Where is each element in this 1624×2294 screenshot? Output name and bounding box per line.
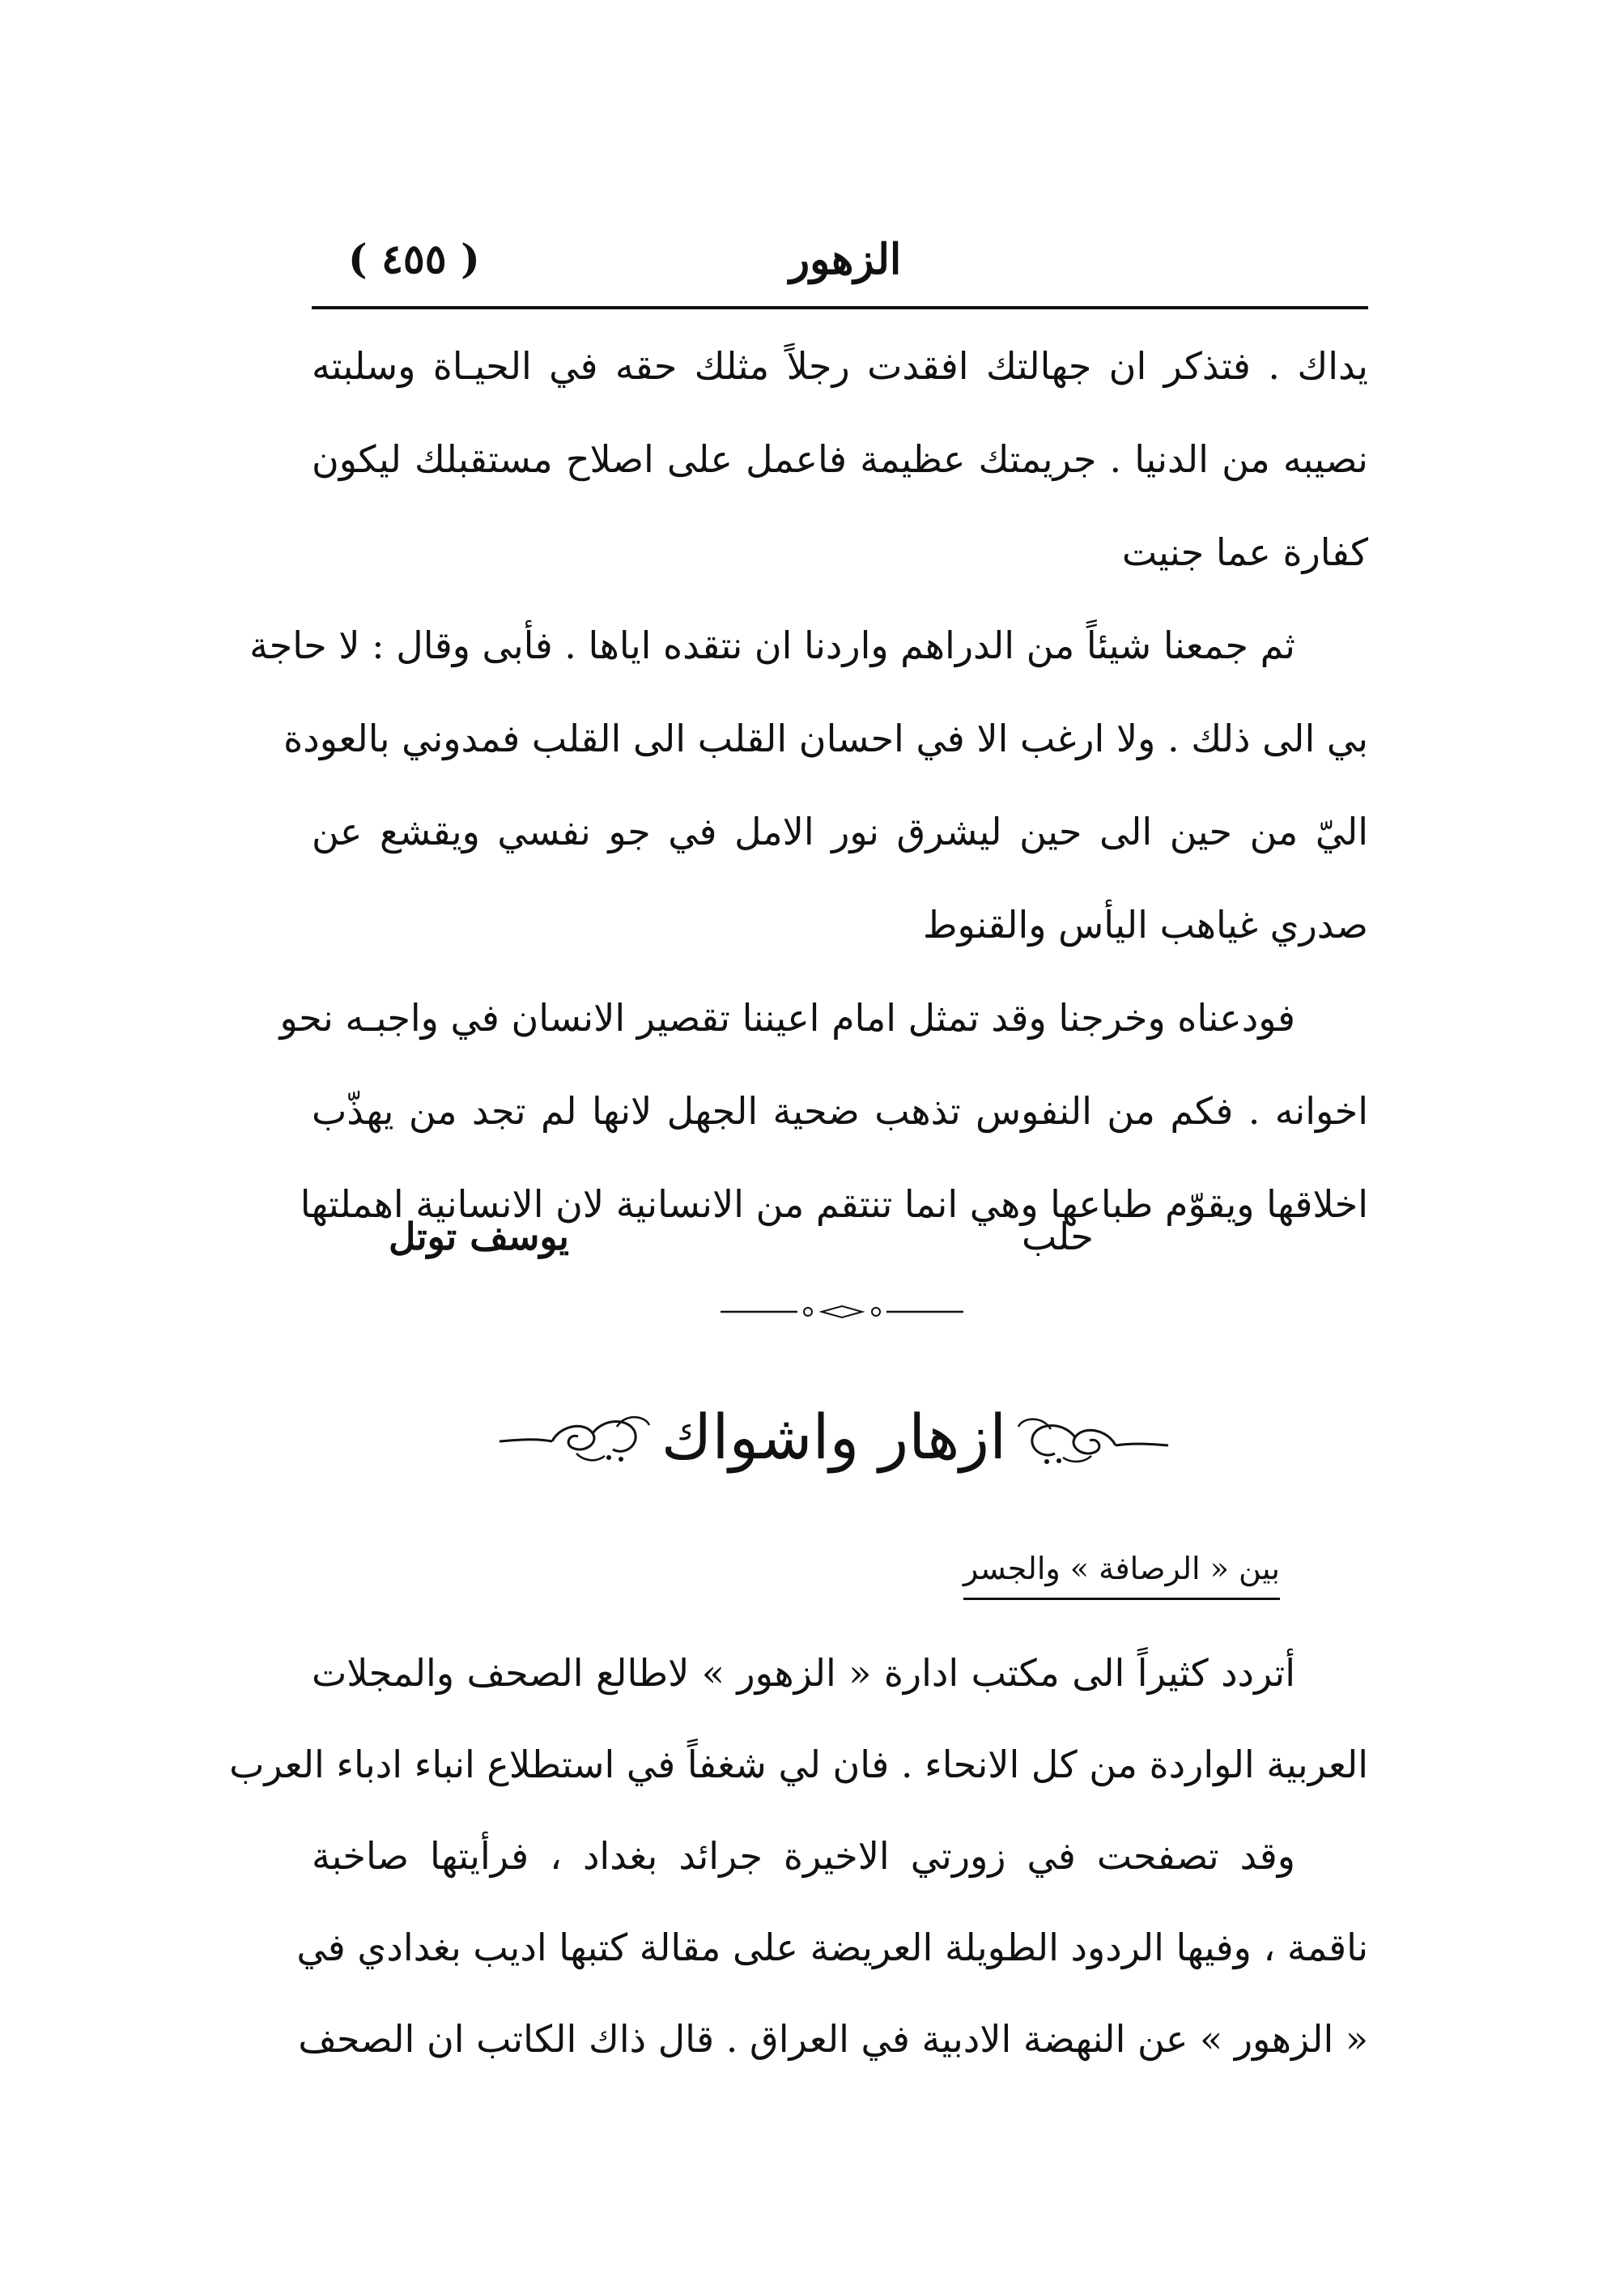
header-rule	[312, 306, 1368, 309]
lower-body-text	[229, 1628, 1368, 2085]
text-line: وقد تصفحت في زورتي الاخيرة جرائد بغداد ، فرأيتها صاخبة	[312, 1834, 1295, 1878]
text-line: نصيبه من الدنيا . جريمتك عظيمة فاعمل على اصلاح مستقبلك ليكون	[312, 437, 1368, 481]
section-subheading: بين « الرصافة » والجسر	[963, 1551, 1280, 1600]
text-line: يداك . فتذكر ان جهالتك افقدت رجلاً مثلك حقه في الحيـاة وسلبته	[312, 344, 1368, 388]
text-line: العربية الواردة من كل الانحاء . فان لي شغفاً في استطلاع انباء ادباء العرب	[229, 1743, 1368, 1786]
signature-place: حلب	[1022, 1215, 1094, 1258]
text-line: صدري غياهب اليأس والقنوط	[923, 903, 1368, 947]
text-line: اليّ من حين الى حين ليشرق نور الامل في جو نفسي ويقشع عن	[312, 810, 1368, 853]
page-number: ( ٤٥٥ )	[348, 235, 480, 283]
left-flourish-ornament	[495, 1409, 657, 1466]
text-line: « الزهور » عن النهضة الادبية في العراق . قال ذاك الكاتب ان الصحف	[298, 2017, 1368, 2061]
section-title-block	[429, 1401, 1239, 1498]
section-title: ازهار واشواك	[661, 1401, 1007, 1473]
text-line: فودعناه وخرجنا وقد تمثل امام اعيننا تقصير الانسان في واجبـه نحو	[279, 996, 1295, 1040]
text-line: اخوانه . فكم من النفوس تذهب ضحية الجهل لانها لم تجد من يهذّب	[312, 1089, 1368, 1133]
text-line: كفارة عما جنيت	[1121, 530, 1368, 574]
signature-author: يوسف توتل	[389, 1215, 569, 1258]
right-flourish-ornament	[1010, 1409, 1172, 1466]
text-line: اخلاقها ويقوّم طباعها وهي انما تنتقم من الانسانية لان الانسانية اهملتها	[300, 1182, 1368, 1226]
text-line: أتردد كثيراً الى مكتب ادارة « الزهور » لاطالع الصحف والمجلات	[312, 1651, 1295, 1695]
text-line: ثم جمعنا شيئاً من الدراهم واردنا ان نتقده اياها . فأبى وقال : لا حاجة	[249, 624, 1295, 667]
running-title: الزهور	[789, 235, 902, 284]
ornament-divider	[721, 1304, 963, 1320]
upper-body-text	[249, 320, 1368, 1251]
text-line: بي الى ذلك . ولا ارغب الا في احسان القلب الى القلب فمدوني بالعودة	[283, 717, 1368, 760]
text-line: ناقمة ، وفيها الردود الطويلة العريضة على مقالة كتبها اديب بغدادي في	[296, 1926, 1368, 1969]
page-header	[312, 235, 1368, 300]
